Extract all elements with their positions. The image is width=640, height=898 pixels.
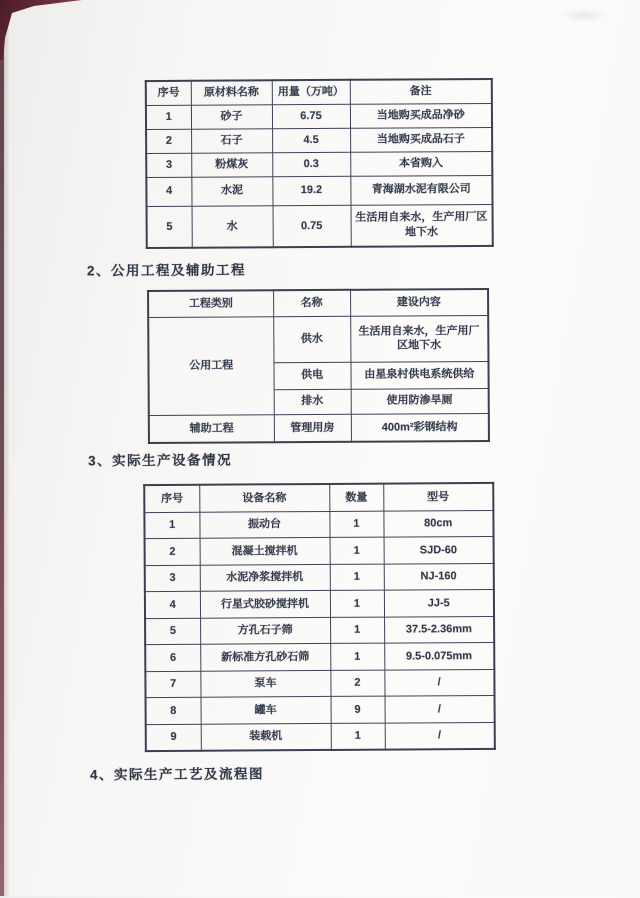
header-cell: 备注 <box>350 79 492 104</box>
table-cell: 水泥 <box>191 176 272 205</box>
table-row <box>145 669 494 698</box>
table-cell: 辅助工程 <box>149 414 274 443</box>
table-cell: 7 <box>145 671 200 698</box>
table-cell: 1 <box>330 643 384 670</box>
table-cell: 振动台 <box>199 511 329 538</box>
table-cell: 8 <box>146 697 201 724</box>
table-cell: 2 <box>330 670 384 697</box>
table-cell: 1 <box>330 617 384 644</box>
table-header-row <box>148 289 488 317</box>
table-row <box>144 510 493 539</box>
table-cell: 1 <box>146 105 191 129</box>
table-cell: 使用防渗旱厕 <box>351 388 489 414</box>
table-cell: 1 <box>330 590 384 617</box>
table-cell: 罐车 <box>201 696 331 723</box>
table-header-row <box>146 79 492 105</box>
table-cell: 0.3 <box>272 152 350 176</box>
table-cell: 泵车 <box>200 670 330 697</box>
table-cell: 4 <box>146 177 191 206</box>
table-cell: 供电 <box>273 362 350 389</box>
table-cell: / <box>385 722 495 749</box>
table-cell: 本省购入 <box>350 151 492 176</box>
table-cell: JJ-5 <box>384 589 494 616</box>
table-cell: 5 <box>147 206 192 248</box>
table-row <box>147 204 493 248</box>
header-cell: 建设内容 <box>350 289 488 316</box>
table-cell: 排水 <box>274 389 351 414</box>
section-heading-process-flow: 4、实际生产工艺及流程图 <box>89 766 265 783</box>
table-cell: 37.5-2.36mm <box>384 616 494 643</box>
table-row <box>146 695 495 724</box>
table-cell: 水泥净浆搅拌机 <box>200 564 330 591</box>
table-cell: 2 <box>145 538 200 565</box>
table-row <box>149 413 489 443</box>
header-cell: 用量（万吨） <box>272 80 350 104</box>
table-row <box>146 151 492 177</box>
raw-materials-table <box>145 78 494 249</box>
table-cell: SJD-60 <box>384 536 494 563</box>
header-cell: 数量 <box>329 484 383 511</box>
table-row <box>146 127 492 153</box>
table-cell: 1 <box>330 564 384 591</box>
table-cell: 400m²彩钢结构 <box>351 413 489 442</box>
header-cell: 设备名称 <box>199 484 329 512</box>
header-cell: 原材料名称 <box>191 80 272 104</box>
table-cell: 水 <box>192 205 273 247</box>
table-cell: NJ-160 <box>384 563 494 590</box>
table-cell: 混凝土搅拌机 <box>200 537 330 564</box>
table-cell: 由星泉村供电系统供给 <box>350 361 488 389</box>
table-row <box>145 616 494 645</box>
utilities-table <box>147 288 490 444</box>
table-cell: 80cm <box>383 510 493 537</box>
table-row <box>146 175 492 206</box>
table-cell: 粉煤灰 <box>191 152 272 176</box>
table-cell: 新标准方孔砂石筛 <box>200 643 330 670</box>
table-cell: 行星式胶砂搅拌机 <box>200 590 330 617</box>
header-cell: 工程类别 <box>148 290 273 317</box>
table-cell: 6 <box>145 644 200 671</box>
table-cell: 3 <box>145 565 200 592</box>
table-row <box>145 536 494 565</box>
table-row <box>146 722 495 751</box>
table-cell: 1 <box>331 723 385 750</box>
table-cell: 1 <box>330 537 384 564</box>
table-cell: 生活用自来水，生产用厂区地下水 <box>351 204 493 247</box>
section-heading-equipment: 3、实际生产设备情况 <box>88 452 233 469</box>
table-row <box>148 315 488 363</box>
table-cell: 5 <box>145 618 200 645</box>
table-cell: 公用工程 <box>148 316 274 415</box>
table-row <box>146 103 492 129</box>
table-cell: 3 <box>146 153 191 177</box>
header-cell: 序号 <box>146 81 191 105</box>
table-cell: 4.5 <box>272 128 350 152</box>
table-row <box>145 563 494 592</box>
table-cell: 0.75 <box>273 205 351 247</box>
header-cell: 名称 <box>273 290 350 316</box>
table-cell: 1 <box>144 512 199 539</box>
table-cell: 管理用房 <box>274 414 351 442</box>
table-cell: 方孔石子筛 <box>200 617 330 644</box>
table-cell: 9 <box>331 696 385 723</box>
table-cell: / <box>384 669 494 696</box>
table-cell: 1 <box>329 511 383 538</box>
table-header-row <box>144 483 493 512</box>
table-cell: 青海湖水泥有限公司 <box>350 175 492 205</box>
table-cell: 19.2 <box>272 176 350 205</box>
table-row <box>145 642 494 671</box>
table-row <box>145 589 494 618</box>
table-cell: 装载机 <box>201 723 331 750</box>
header-cell: 序号 <box>144 485 199 512</box>
table-cell: 石子 <box>191 128 272 152</box>
equipment-table <box>143 482 496 752</box>
table-cell: / <box>385 695 495 722</box>
header-cell: 型号 <box>383 483 493 511</box>
table-cell: 当地购买成品石子 <box>350 127 492 152</box>
table-cell: 供水 <box>273 316 350 362</box>
table-cell: 2 <box>146 129 191 153</box>
table-cell: 当地购买成品净砂 <box>350 103 492 128</box>
table-cell: 砂子 <box>191 104 272 128</box>
table-cell: 4 <box>145 591 200 618</box>
table-cell: 9.5-0.075mm <box>384 642 494 669</box>
table-cell: 9 <box>146 724 201 751</box>
section-heading-utilities: 2、公用工程及辅助工程 <box>86 262 246 279</box>
table-cell: 6.75 <box>272 104 350 128</box>
table-cell: 生活用自来水，生产用厂区地下水 <box>350 315 488 362</box>
